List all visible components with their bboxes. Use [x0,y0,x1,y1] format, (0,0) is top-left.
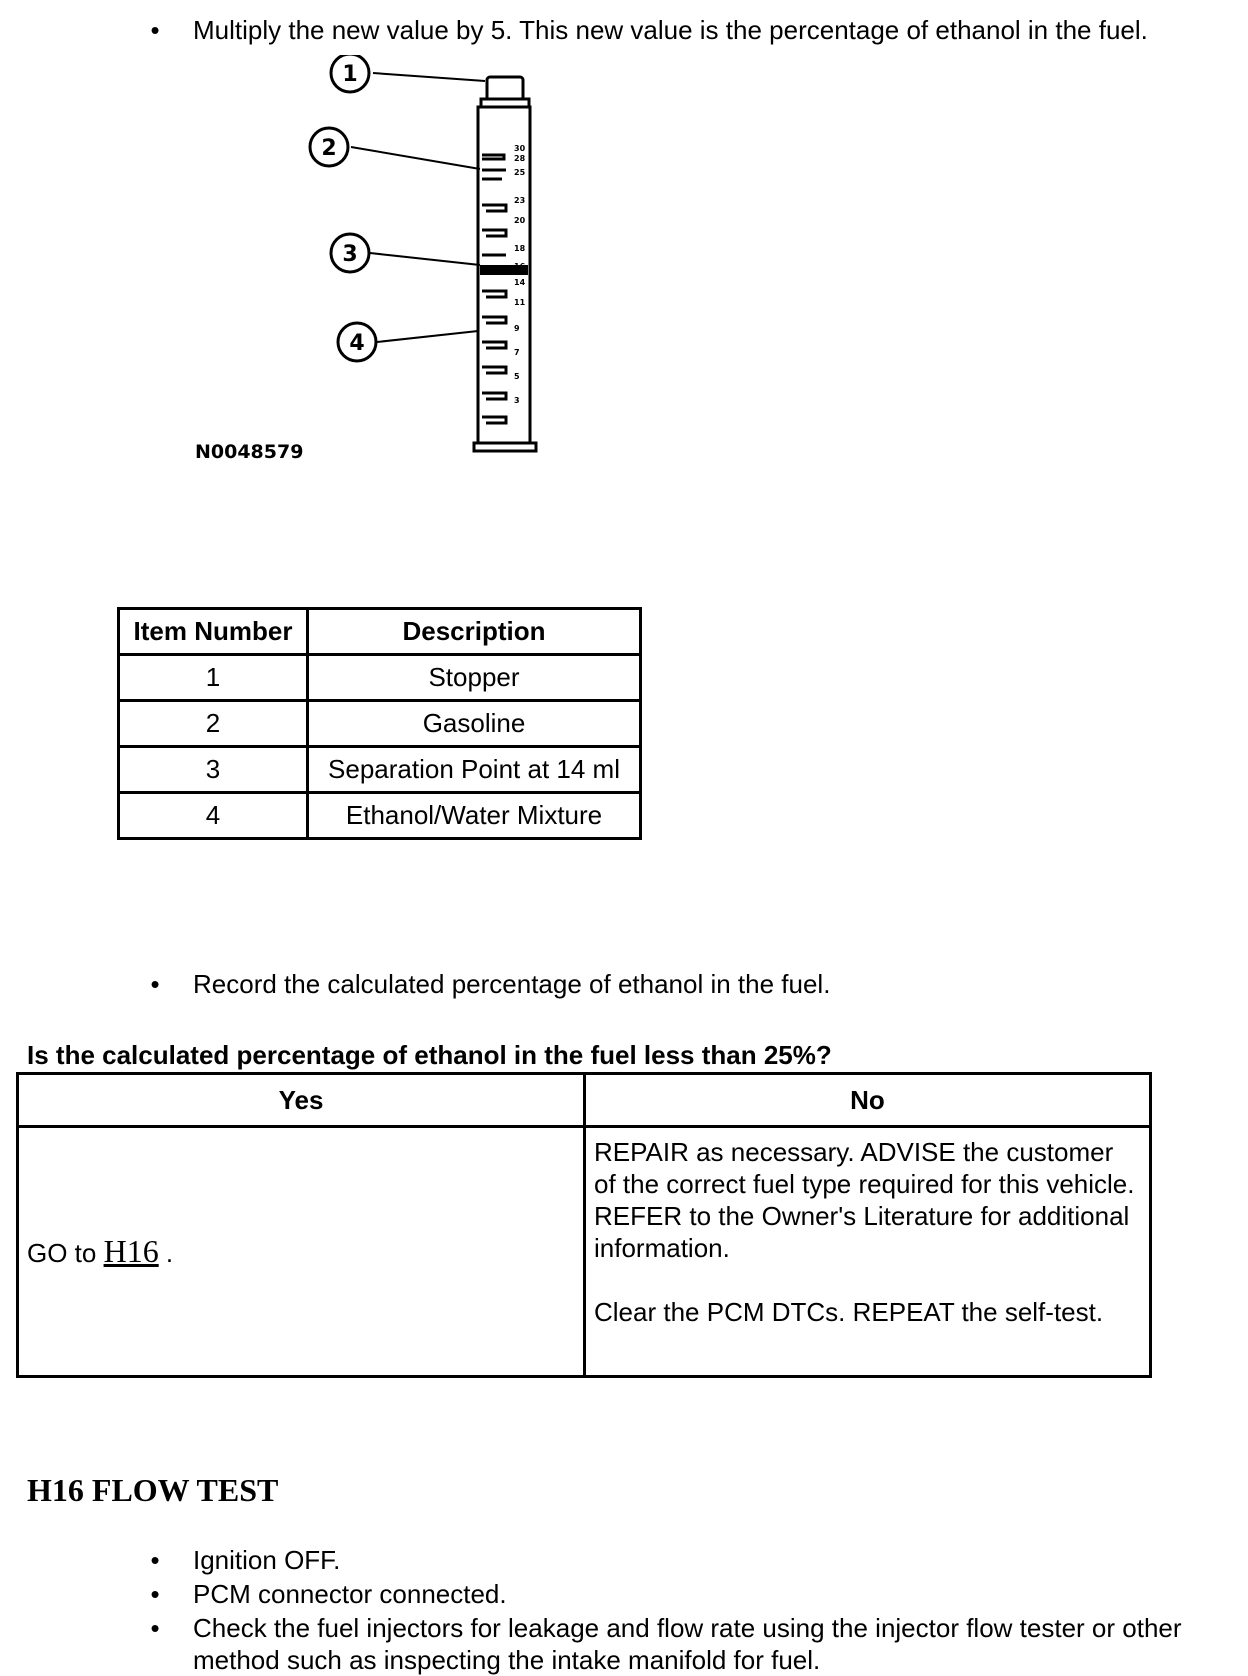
callout-2-label: 2 [321,136,337,161]
legend-item-number: 3 [119,747,308,793]
legend-item-number: 2 [119,701,308,747]
list-item [145,1612,1205,1676]
leader-lines [351,73,485,342]
svg-text:14: 14 [514,278,526,287]
legend-header-item: Item Number [119,609,308,655]
bullet-icon: • [150,1613,160,1643]
svg-text:3: 3 [514,396,520,405]
table-row [119,701,641,747]
svg-text:16: 16 [514,262,526,271]
legend-table [117,607,642,840]
no-header: No [585,1074,1151,1127]
table-row [119,793,641,839]
decision-question: Is the calculated percentage of ethanol in the fuel less than 25%? [27,1040,832,1070]
legend-description: Ethanol/Water Mixture [308,793,641,839]
svg-text:9: 9 [514,324,520,333]
list-item [145,1544,1205,1578]
svg-text:28: 28 [514,154,526,163]
svg-text:25: 25 [514,168,526,177]
no-paragraph-2: Clear the PCM DTCs. REPEAT the self-test. [594,1297,1104,1327]
callout-1-label: 1 [342,62,358,87]
graduated-cylinder-figure [180,55,560,475]
svg-text:11: 11 [514,298,526,307]
list-item-text: Check the fuel injectors for leakage and flow rate using the injector flow tester or other method such as inspecting the intake manifold for fuel. [193,1613,1182,1675]
svg-text:7: 7 [514,348,520,357]
figure-id: N0048579 [195,441,304,463]
h16-link[interactable]: H16 [103,1233,159,1269]
no-cell [585,1127,1151,1377]
bullet-icon: • [150,1545,160,1575]
section-title: H16 FLOW TEST [27,1472,279,1508]
bullet-icon: • [150,15,160,45]
svg-text:20: 20 [514,216,526,225]
yes-header: Yes [18,1074,585,1127]
callout-3-label: 3 [342,242,358,267]
list-item-text: Ignition OFF. [193,1545,341,1575]
legend-description: Separation Point at 14 ml [308,747,641,793]
bullet-icon: • [150,969,160,999]
cylinder-base [474,443,536,451]
list-item-text: PCM connector connected. [193,1579,507,1609]
svg-text:5: 5 [514,372,520,381]
svg-text:18: 18 [514,244,526,253]
intro-bullet-text: Multiply the new value by 5. This new value is the percentage of ethanol in the fuel. [193,15,1148,45]
bullet-icon: • [150,1579,160,1609]
yes-prefix: GO to [27,1238,104,1268]
legend-item-number: 1 [119,655,308,701]
yes-suffix: . [158,1238,174,1268]
intro-bullet [145,14,1235,48]
record-bullet-text: Record the calculated percentage of ethanol in the fuel. [193,969,831,999]
legend-description: Stopper [308,655,641,701]
decision-table [16,1072,1152,1378]
yes-cell [18,1127,585,1377]
table-row [119,655,641,701]
table-row [119,747,641,793]
no-paragraph-1: REPAIR as necessary. ADVISE the customer of the correct fuel type required for this vehicle. REFER to the Owner's Literature for additional information. [594,1137,1135,1263]
legend-header-description: Description [308,609,641,655]
callout-circles [310,55,376,361]
legend-item-number: 4 [119,793,308,839]
list-item [145,1578,1205,1612]
legend-description: Gasoline [308,701,641,747]
svg-text:23: 23 [514,196,526,205]
svg-text:30: 30 [514,144,526,153]
callout-4-label: 4 [349,331,365,356]
record-bullet [145,968,1145,1002]
legend-header-row [119,609,641,655]
